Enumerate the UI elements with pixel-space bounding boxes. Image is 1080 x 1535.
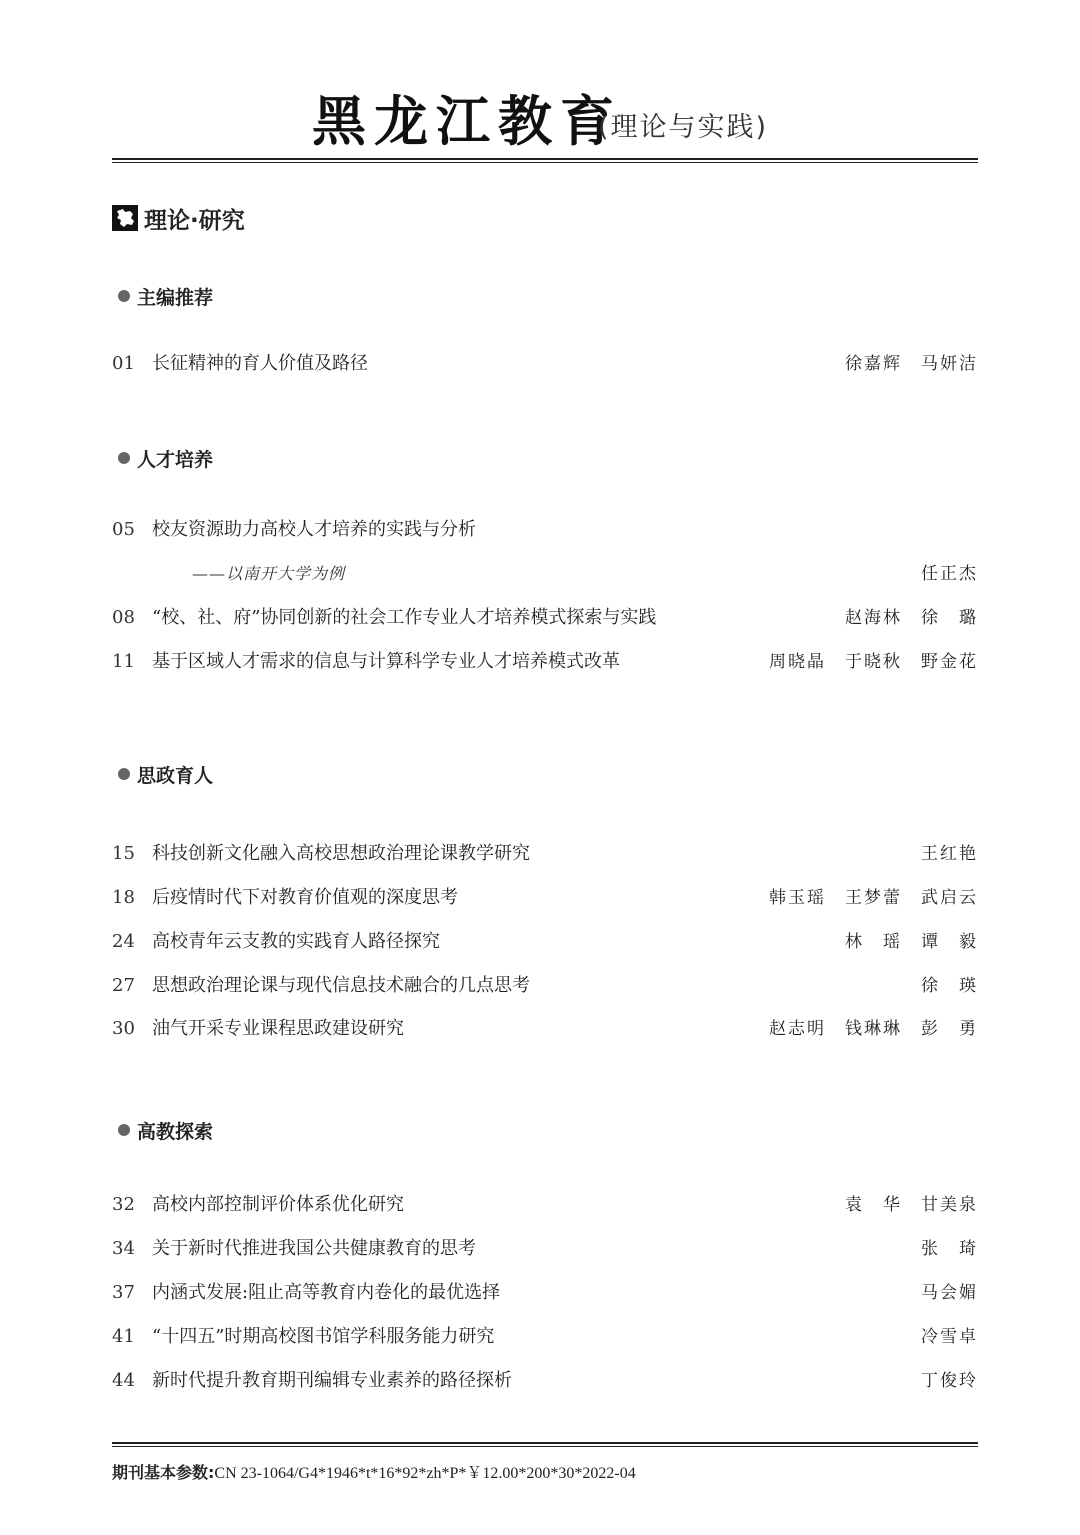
- bullet-icon: [118, 290, 130, 302]
- article-title: “十四五”时期高校图书馆学科服务能力研究: [152, 1326, 495, 1347]
- journal-parameters: [112, 1460, 636, 1486]
- journal-subtitle: (理论与实践): [598, 112, 769, 143]
- toc-entry[interactable]: [112, 516, 978, 544]
- article-title: 新时代提升教育期刊编辑专业素养的路径探析: [152, 1370, 512, 1391]
- article-authors: 任正杰: [921, 564, 978, 584]
- parameters-label: 期刊基本参数:: [112, 1463, 215, 1482]
- page-number: 18: [112, 887, 135, 908]
- article-authors: 赵海林 徐 璐: [845, 608, 978, 628]
- article-title: 科技创新文化融入高校思想政治理论课教学研究: [152, 843, 530, 864]
- page-number: 01: [112, 353, 135, 374]
- article-title: 后疫情时代下对教育价值观的深度思考: [152, 887, 458, 908]
- article-title: 关于新时代推进我国公共健康教育的思考: [152, 1238, 476, 1259]
- page-number: 24: [112, 931, 135, 952]
- article-authors: 徐 瑛: [921, 976, 978, 996]
- toc-entry[interactable]: [112, 604, 978, 632]
- page-number: 15: [112, 843, 135, 864]
- article-title: 思想政治理论课与现代信息技术融合的几点思考: [152, 975, 530, 996]
- article-title: 校友资源助力高校人才培养的实践与分析: [152, 519, 476, 540]
- article-authors: 韩玉瑶 王梦蕾 武启云: [769, 888, 978, 908]
- category-name: 思政育人: [137, 764, 214, 787]
- section-title: 理论·研究: [144, 207, 245, 234]
- article-authors: 冷雪卓: [921, 1327, 978, 1347]
- bullet-icon: [118, 452, 130, 464]
- toc-entry[interactable]: [112, 840, 978, 868]
- toc-entry[interactable]: [112, 884, 978, 912]
- header-rule-thick: [112, 158, 978, 160]
- article-title: 高校青年云支教的实践育人路径探究: [152, 931, 440, 952]
- category-name: 主编推荐: [137, 286, 214, 309]
- page-number: 30: [112, 1018, 135, 1039]
- toc-entry[interactable]: [112, 1015, 978, 1043]
- article-authors: 丁俊玲: [921, 1371, 978, 1391]
- article-title: 基于区域人才需求的信息与计算科学专业人才培养模式改革: [152, 651, 620, 672]
- page-number: 27: [112, 975, 135, 996]
- category-heading: [118, 282, 213, 310]
- article-subtitle: ——以南开大学为例: [192, 564, 346, 583]
- article-title: 高校内部控制评价体系优化研究: [152, 1194, 404, 1215]
- toc-entry[interactable]: [112, 1279, 978, 1307]
- journal-title: 黑龙江教育: [312, 89, 622, 153]
- footer-rule-thin: [112, 1446, 978, 1447]
- category-heading: [118, 760, 213, 788]
- page-number: 32: [112, 1194, 135, 1215]
- toc-entry[interactable]: [112, 972, 978, 1000]
- toc-entry[interactable]: [112, 1323, 978, 1351]
- article-authors: 徐嘉辉 马妍洁: [845, 354, 978, 374]
- category-heading: [118, 1116, 213, 1144]
- article-authors: 马会媚: [921, 1283, 978, 1303]
- article-authors: 王红艳: [921, 844, 978, 864]
- page-number: 11: [112, 651, 135, 672]
- article-authors: 张 琦: [921, 1239, 978, 1259]
- page-number: 44: [112, 1370, 135, 1391]
- article-title: 内涵式发展:阻止高等教育内卷化的最优选择: [152, 1282, 501, 1303]
- parameters-value: CN 23-1064/G4*1946*t*16*92*zh*P*￥12.00*200*30*2022-04: [214, 1465, 636, 1482]
- article-authors: 周晓晶 于晓秋 野金花: [769, 652, 978, 672]
- article-title: “校、社、府”协同创新的社会工作专业人才培养模式探索与实践: [152, 607, 657, 628]
- toc-entry[interactable]: [112, 1235, 978, 1263]
- page-number: 05: [112, 519, 135, 540]
- heilongjiang-map-icon: [112, 205, 138, 231]
- article-authors: 林 瑶 谭 毅: [845, 932, 978, 952]
- section-heading: [112, 202, 245, 234]
- toc-entry[interactable]: [112, 1191, 978, 1219]
- article-title: 油气开采专业课程思政建设研究: [152, 1018, 404, 1039]
- toc-entry[interactable]: [112, 648, 978, 676]
- category-heading: [118, 444, 213, 472]
- bullet-icon: [118, 1124, 130, 1136]
- toc-entry[interactable]: [112, 1367, 978, 1395]
- page-number: 37: [112, 1282, 135, 1303]
- bullet-icon: [118, 768, 130, 780]
- article-authors: 赵志明 钱琳琳 彭 勇: [769, 1019, 978, 1039]
- page-number: 08: [112, 607, 135, 628]
- page-number: 41: [112, 1326, 135, 1347]
- page-number: 34: [112, 1238, 135, 1259]
- article-title: 长征精神的育人价值及路径: [152, 353, 368, 374]
- footer-rule-thick: [112, 1442, 978, 1444]
- toc-entry[interactable]: [112, 928, 978, 956]
- header-rule-thin: [112, 162, 978, 163]
- category-name: 高教探索: [137, 1120, 214, 1143]
- category-name: 人才培养: [137, 448, 214, 471]
- toc-entry[interactable]: [112, 350, 978, 378]
- article-authors: 袁 华 甘美泉: [845, 1195, 978, 1215]
